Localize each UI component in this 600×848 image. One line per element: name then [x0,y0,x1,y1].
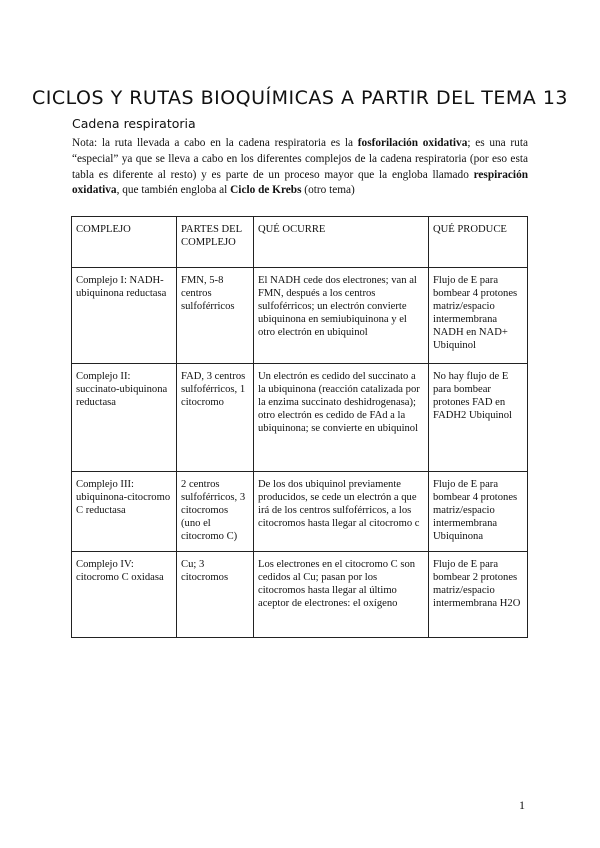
table-row [72,472,528,552]
table-cell: FMN, 5-8 centros sulfoférricos [177,268,254,364]
table-cell: El NADH cede dos electrones; van al FMN, después a los centros sulfoférricos; un electrón convierte ubiquinona en semiubiquinona y el otro electrón en ubiquinol [254,268,429,364]
note-bold-2: respiración oxidativa [72,168,528,197]
page-title: CICLOS Y RUTAS BIOQUÍMICAS A PARTIR DEL TEMA 13 [31,86,569,109]
table-cell: Flujo de E para bombear 4 protones matriz/espacio intermembrana NADH en NAD+ Ubiquinol [429,268,528,364]
table-row [72,268,528,364]
note-text-2: ; es una ruta “especial” ya que se lleva a cabo en los diferentes complejos de la cadena respiratoria (por eso esta tabla es diferente al resto) y es parte de un proceso mayor que la engloba llamado [72,137,528,181]
table-cell: 2 centros sulfoférricos, 3 citocromos (uno el citocromo C) [177,472,254,552]
table-row [72,364,528,472]
table-row [72,552,528,638]
note-text-4: (otro tema) [301,184,355,197]
table-header-row [72,217,528,268]
page-number: 1 [519,798,525,812]
table-cell: FAD, 3 centros sulfoférricos, 1 citocromo [177,364,254,472]
table-cell: Complejo II: succinato-ubiquinona reductasa [72,364,177,472]
table-cell: No hay flujo de E para bombear protones FAD en FADH2 Ubiquinol [429,364,528,472]
header-cell: COMPLEJO [72,217,177,268]
table-cell: Complejo I: NADH-ubiquinona reductasa [72,268,177,364]
table-cell: Complejo IV: citocromo C oxidasa [72,552,177,638]
header-cell: QUÉ PRODUCE [429,217,528,268]
note-text-3: , que también engloba al [116,184,231,197]
table-cell: Complejo III: ubiquinona-citocromo C reductasa [72,472,177,552]
table-cell: Cu; 3 citocromos [177,552,254,638]
note-bold-1: fosforilación oxidativa [357,137,468,149]
table-cell: Los electrones en el citocromo C son cedidos al Cu; pasan por los citocromos hasta llegar al último aceptor de electrones: el oxígeno [254,552,429,638]
section-heading: Cadena respiratoria [72,116,196,131]
table-cell: Flujo de E para bombear 4 protones matriz/espacio intermembrana Ubiquinona [429,472,528,552]
header-cell: PARTES DEL COMPLEJO [177,217,254,268]
header-cell: QUÉ OCURRE [254,217,429,268]
note-bold-3: Ciclo de Krebs [230,184,302,197]
table-cell: De los dos ubiquinol previamente producidos, se cede un electrón a que irá de los centros sulfoférricos, a los citocromos hasta llegar al citocromo c [254,472,429,552]
table-cell: Flujo de E para bombear 2 protones matriz/espacio intermembrana H2O [429,552,528,638]
complexes-table [71,216,528,638]
note-text-1: Nota: la ruta llevada a cabo en la cadena respiratoria es la [72,137,358,149]
table-cell: Un electrón es cedido del succinato a la ubiquinona (reacción catalizada por la enzima succinato deshidrogenasa); otro electrón es cedido de FAd a la ubiquinona; se convierte en ubiquinol [254,364,429,472]
note-paragraph [72,136,528,199]
